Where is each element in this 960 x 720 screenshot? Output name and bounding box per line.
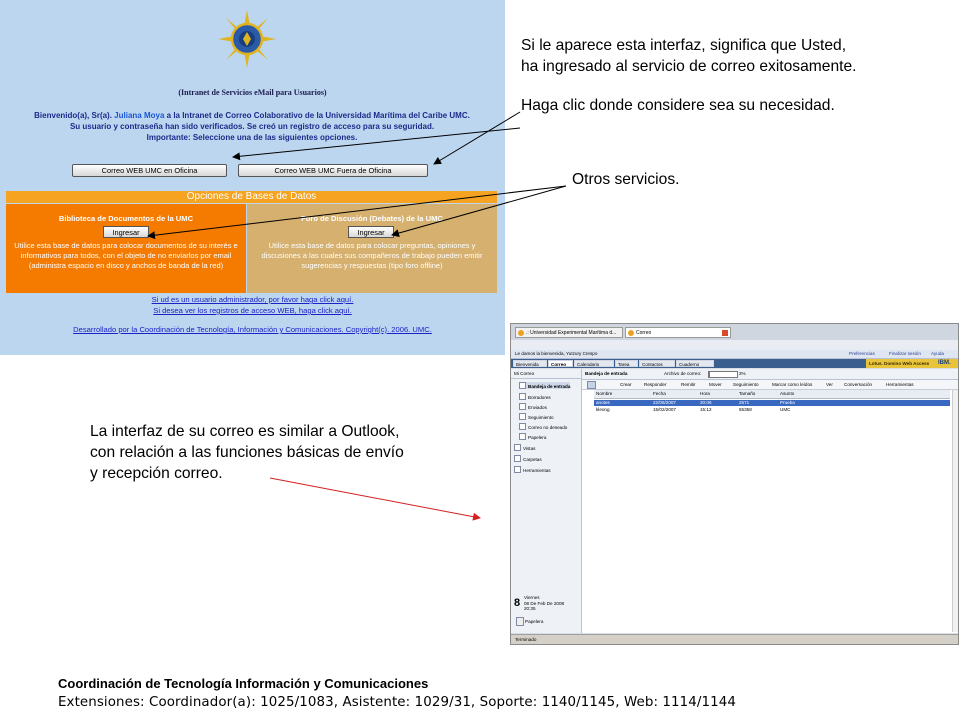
column-subject[interactable]: Asunto [780, 391, 795, 396]
tab-university[interactable] [515, 327, 623, 338]
mail-row-subject: UMC [780, 407, 791, 412]
toolbar-followup[interactable]: Seguimiento [733, 382, 759, 387]
inbox-icon [519, 382, 526, 389]
mail-browser-screenshot [510, 323, 959, 645]
toolbar-tools[interactable]: Herramientas [886, 382, 914, 387]
sidebar-label-trash: Papelera [528, 435, 547, 440]
outlook-line-3: y recepción correo. [90, 465, 223, 482]
sidebar-label-inbox: Bandeja de entrada [528, 384, 571, 389]
sidebar-item-tools[interactable] [514, 466, 551, 473]
inbox-header: Bandeja de entrada [585, 371, 628, 376]
web-mail-office-button[interactable]: Correo WEB UMC en Oficina [72, 164, 227, 177]
intranet-title: (Intranet de Servicios eMail para Usuarios) [178, 88, 327, 97]
lotus-top-bar [511, 350, 959, 359]
mail-row-date: 15/02/2007 [653, 407, 676, 412]
arrow-to-library-button [148, 186, 566, 236]
sidebar-label-folders: Carpetas [523, 457, 542, 462]
document-library-enter-button[interactable]: Ingresar [103, 226, 149, 238]
column-name[interactable]: Nombre [596, 391, 613, 396]
mail-row[interactable] [594, 400, 950, 406]
toolbar-create[interactable]: Crear [620, 382, 632, 387]
tools-icon [514, 466, 521, 473]
footer-extensions: Extensiones: Coordinador(a): 1025/1083, Asistente: 1029/31, Soporte: 1140/1145, Web: 1114/1144 [58, 695, 737, 710]
toolbar-reply[interactable]: Responder [644, 382, 667, 387]
tab-mail[interactable] [625, 327, 731, 338]
sidebar-item-folders[interactable] [514, 455, 542, 462]
status-text: Terminado [515, 637, 537, 642]
quota-label: Archivo de correo: [664, 371, 702, 376]
discussion-forum-title: Foro de Discusión (Debates) de la UMC [301, 214, 443, 223]
mail-row-name: anotes [596, 400, 610, 405]
mail-column-headers [594, 390, 950, 399]
mail-favicon-icon [628, 330, 634, 336]
trash-label[interactable]: Papelera [525, 619, 544, 624]
views-icon [514, 444, 521, 451]
followup-icon [519, 413, 526, 420]
help-link[interactable]: Ayuda [931, 351, 944, 356]
sidebar-title: Mi Correo [514, 371, 535, 376]
mail-row-time: 15:12 [700, 407, 712, 412]
mail-row[interactable] [594, 407, 950, 413]
sidebar-label-sent: Enviados [528, 405, 547, 410]
toolbar-move[interactable]: Mover [709, 382, 722, 387]
browser-status-bar [511, 634, 959, 645]
date-block [524, 595, 564, 612]
mail-row-size: 55358 [739, 407, 752, 412]
outlook-line-1: La interfaz de su correo es similar a Outlook, [90, 423, 400, 440]
preferences-link[interactable]: Preferencias [849, 351, 875, 356]
nav-notebook[interactable]: Cuaderno [676, 360, 714, 367]
quota-percent: 2% [739, 371, 746, 376]
folder-icon [514, 455, 521, 462]
database-options-header: Opciones de Bases de Datos [6, 191, 497, 203]
mail-row-name: kleong [596, 407, 610, 412]
choose-line: Haga clic donde considere sea su necesidad. [521, 97, 835, 114]
document-library-title: Biblioteca de Documentos de la UMC [58, 214, 194, 223]
toolbar-view[interactable]: Ver [826, 382, 833, 387]
footer-title: Coordinación de Tecnología Información y Comunicaciones [58, 676, 429, 691]
mail-toolbar [582, 380, 959, 390]
sidebar-item-junk[interactable] [519, 423, 567, 430]
arrow-to-forum-button [392, 186, 566, 235]
sidebar-item-followup[interactable] [519, 413, 554, 420]
arrow-to-office-button [233, 128, 520, 157]
sidebar-label-tools: Herramientas [523, 468, 551, 473]
mail-row-time: 20:06 [700, 400, 712, 405]
sent-icon [519, 403, 526, 410]
sidebar-item-trash[interactable] [519, 433, 546, 440]
quota-bar-fill [709, 372, 710, 377]
welcome-suffix: a la Intranet de Correo Colaborativo de la Universidad Marítima del Caribe UMC. [164, 111, 470, 120]
mail-sidebar [511, 369, 582, 633]
date-time: 20:35 [524, 606, 536, 611]
user-name: Juliana Moya [114, 111, 165, 120]
discussion-forum-enter-button[interactable]: Ingresar [348, 226, 394, 238]
verified-line: Su usuario y contraseña han sido verificados. Se creó un registro de acceso para su seguridad. [69, 122, 435, 131]
toolbar-conversation[interactable]: Conversación [844, 382, 873, 387]
sidebar-item-drafts[interactable] [519, 393, 551, 400]
welcome-prefix: Bienvenido(a), Sr(a). [34, 111, 115, 120]
sidebar-label-junk: Correo no deseado [528, 425, 568, 430]
sidebar-item-views[interactable] [514, 444, 535, 451]
inbox-header-bar [582, 369, 959, 380]
toolbar-forward[interactable]: Remitir [681, 382, 696, 387]
sidebar-item-inbox[interactable] [519, 382, 570, 389]
close-tab-icon[interactable] [722, 330, 728, 336]
tab-university-label: .: Universidad Experimental Marítima d... [526, 330, 617, 336]
university-favicon-icon [518, 330, 524, 336]
sidebar-label-drafts: Borradores [528, 395, 551, 400]
mail-row-date: 22/06/2007 [653, 400, 676, 405]
sidebar-label-followup: Seguimiento [528, 415, 554, 420]
lotus-domino-brand [866, 359, 959, 368]
developed-by-link[interactable]: Desarrollado por la Coordinación de Tecnología, Información y Comunicaciones. Copyright(c). 2006. UMC. [73, 325, 432, 334]
document-library-description: Utilice esta base de datos para colocar documentos de su interés e informativos para todos, con el objeto de no enviarlos por email (administra espacio en disco y anchos de banda de la red) [14, 241, 238, 270]
welcome-user-text: Le damos la bienvenida, Yutzury Crespo [515, 351, 598, 356]
ibm-logo: IBM. [938, 360, 951, 366]
sidebar-item-sent[interactable] [519, 403, 547, 410]
new-mail-icon[interactable] [587, 381, 596, 389]
trash-icon [519, 433, 526, 440]
sidebar-divider [511, 378, 581, 379]
success-line-2: ha ingresado al servicio de correo exitosamente. [521, 58, 857, 75]
logout-link[interactable]: Finalizar sesión [889, 351, 921, 356]
date-full: 08 De Feb De 2008 [524, 600, 565, 606]
arrow-to-mail-interface [270, 478, 480, 518]
nav-mail[interactable]: Correo [548, 360, 573, 367]
nav-tasks[interactable]: Tarea [615, 360, 638, 367]
discussion-forum-description: Utilice esta base de datos para colocar preguntas, opiniones y discusiones a las cuales sus compañeros de trabajo pueden emitir sugerencias y respuestas (tipo foro offline) [261, 241, 483, 270]
nav-welcome[interactable]: Bienvenida [513, 360, 547, 367]
lotus-brand-text: Lotus. Domino Web Access [869, 361, 930, 366]
column-date[interactable]: Fecha [653, 391, 666, 396]
web-access-log-link[interactable]: Si desea ver los registros de acceso WEB, haga click aquí. [153, 306, 352, 315]
nav-contacts[interactable]: Contactos [639, 360, 675, 367]
important-line: Importante: Seleccione una de las siguientes opciones. [146, 133, 358, 142]
admin-link[interactable]: Si ud es un usuario administrador, por favor haga click aquí. [151, 295, 354, 304]
mail-scrollbar[interactable] [952, 390, 959, 632]
other-services-annotation: Otros servicios. [572, 171, 680, 188]
drafts-icon [519, 393, 526, 400]
quota-bar [708, 371, 738, 378]
date-day-number: 8 [514, 597, 521, 609]
success-line-1: Si le aparece esta interfaz, significa que Usted, [521, 37, 847, 54]
column-time[interactable]: Hora [700, 391, 710, 396]
date-weekday: Viernes [524, 595, 540, 600]
mail-row-subject: Prueba [780, 400, 795, 405]
browser-address-area [511, 340, 959, 350]
sidebar-label-views: Vistas [523, 446, 536, 451]
arrow-to-outside-button [434, 112, 520, 164]
mail-content [582, 369, 959, 633]
nav-calendar[interactable]: Calendario [574, 360, 614, 367]
mail-row-size: 2571 [739, 400, 750, 405]
tab-mail-label: Correo [636, 330, 652, 336]
column-size[interactable]: Tamaño [739, 391, 756, 396]
junk-icon [519, 423, 526, 430]
web-mail-outside-button[interactable]: Correo WEB UMC Fuera de Oficina [238, 164, 428, 177]
trash-can-icon[interactable] [516, 617, 524, 626]
toolbar-mark-read[interactable]: Marcar como leídos [772, 382, 813, 387]
outlook-line-2: con relación a las funciones básicas de envío [90, 444, 404, 461]
